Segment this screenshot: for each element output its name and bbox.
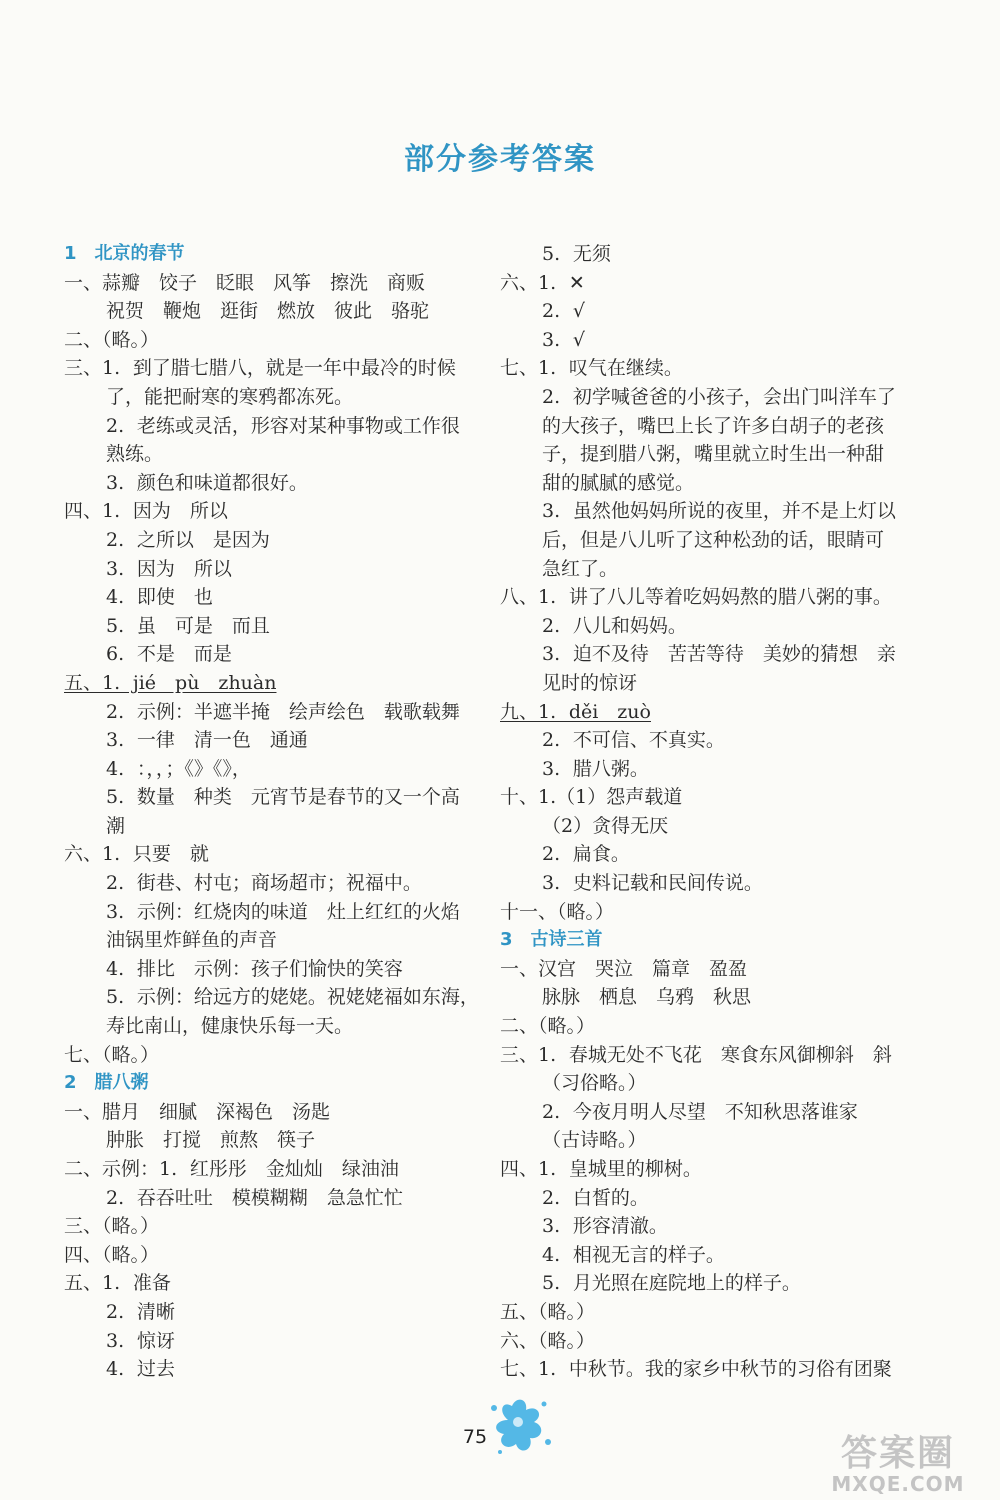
answer-line: 3. 史料记载和民间传说。 bbox=[542, 872, 763, 895]
answer-line: 3. 因为 所以 bbox=[106, 557, 232, 580]
answer-line: 熟练。 bbox=[106, 443, 164, 466]
answer-line: 3. 一律 清一色 通通 bbox=[106, 729, 308, 752]
answer-line: 四、1. 因为 所以 bbox=[64, 500, 228, 523]
answer-line: 潮 bbox=[106, 814, 126, 837]
answer-line: 见时的惊讶 bbox=[542, 671, 638, 694]
answer-line: 4. 即使 也 bbox=[106, 586, 213, 609]
answer-line: 5. 月光照在庭院地上的样子。 bbox=[542, 1272, 801, 1295]
answer-line: 2. 清晰 bbox=[106, 1300, 175, 1323]
answer-line: 七、1. 中秋节。我的家乡中秋节的习俗有团聚 bbox=[500, 1358, 892, 1381]
answer-column-right bbox=[500, 240, 910, 1384]
answer-line: 3. 迫不及待 苦苦等待 美妙的猜想 亲 bbox=[542, 643, 896, 666]
answer-line: 四、（略。） bbox=[64, 1243, 160, 1266]
answer-line: 七、（略。） bbox=[64, 1043, 160, 1066]
answer-line: 一、汉宫 哭泣 篇章 盈盈 bbox=[500, 957, 748, 980]
answer-line: 脉脉 栖息 乌鸦 秋思 bbox=[542, 986, 752, 1009]
answer-line: （古诗略。） bbox=[542, 1129, 647, 1152]
answer-line: 四、1. 皇城里的柳树。 bbox=[500, 1158, 702, 1180]
answer-line: 2. 之所以 是因为 bbox=[106, 528, 270, 551]
answer-line: 2. 白皙的。 bbox=[542, 1186, 649, 1209]
answer-line: 十一、（略。） bbox=[500, 900, 615, 923]
answer-line: 油锅里炸鲜鱼的声音 bbox=[106, 929, 278, 952]
answer-line: 祝贺 鞭炮 逛街 燃放 彼此 骆驼 bbox=[106, 300, 430, 323]
answer-line: 3. 虽然他妈妈所说的夜里，并不是上灯以 bbox=[542, 500, 896, 523]
answer-line: 肿胀 打搅 煎熬 筷子 bbox=[106, 1129, 316, 1152]
answer-line: 五、（略。） bbox=[500, 1300, 596, 1323]
watermark-logo: 答案圈 bbox=[840, 1433, 955, 1474]
answer-line: 2. 今夜月明人尽望 不知秋思落谁家 bbox=[542, 1100, 858, 1123]
answer-line: 5. 虽 可是 而且 bbox=[106, 614, 270, 637]
answer-line: 2. 示例：半遮半掩 绘声绘色 载歌载舞 bbox=[106, 700, 460, 723]
page-title: 部分参考答案 bbox=[404, 142, 596, 177]
answer-line: 3. 形容清澈。 bbox=[542, 1215, 668, 1238]
answer-line: 十、1.（1）怨声载道 bbox=[500, 786, 683, 809]
answer-line: 2. 扁食。 bbox=[542, 843, 630, 866]
answer-line: 五、1. 准备 bbox=[64, 1272, 171, 1295]
answer-line: 二、（略。） bbox=[64, 328, 160, 351]
answer-line: 5. 示例：给远方的姥姥。祝姥姥福如东海， bbox=[106, 986, 479, 1009]
answer-line: 2. 老练或灵活，形容对某种事物或工作很 bbox=[106, 414, 460, 437]
answer-line: 3. 示例：红烧肉的味道 灶上红红的火焰 bbox=[106, 900, 460, 923]
answer-line: 二、（略。） bbox=[500, 1015, 596, 1038]
answer-line: 的大孩子，嘴巴上长了许多白胡子的老孩 bbox=[542, 414, 885, 437]
answer-line: 2. √ bbox=[542, 300, 585, 323]
answer-line: 后，但是八儿听了这种松劲的话，眼睛可 bbox=[542, 528, 885, 551]
answer-line: 五、1. jié pù zhuàn bbox=[64, 671, 277, 694]
answer-line: 六、1. 只要 就 bbox=[64, 843, 209, 866]
answer-line: 4. ：，，；《》《》， bbox=[106, 757, 251, 780]
answer-line: 一、腊月 细腻 深褐色 汤匙 bbox=[64, 1100, 331, 1123]
watermark-url: MXQE.COM bbox=[831, 1472, 965, 1496]
answer-line: 2. 不可信、不真实。 bbox=[542, 729, 725, 752]
answer-line: 4. 排比 示例：孩子们愉快的笑容 bbox=[106, 957, 403, 980]
answer-line: 了，能把耐寒的寒鸦都冻死。 bbox=[106, 385, 354, 408]
answer-line: 3. 腊八粥。 bbox=[542, 757, 649, 780]
answer-line: 一、蒜瓣 饺子 眨眼 风筝 擦洗 商贩 bbox=[64, 271, 426, 294]
answer-line: 三、1. 到了腊七腊八，就是一年中最冷的时候 bbox=[64, 357, 456, 380]
answer-line: （习俗略。） bbox=[542, 1072, 647, 1095]
answer-line: 九、1. děi zuò bbox=[500, 700, 651, 723]
page-number: 75 bbox=[462, 1426, 488, 1448]
answer-line: 2. 八儿和妈妈。 bbox=[542, 614, 687, 637]
watermark bbox=[808, 1425, 988, 1496]
answer-line: 七、1. 叹气在继续。 bbox=[500, 357, 683, 380]
answer-line: 子，提到腊八粥，嘴里就立时生出一种甜 bbox=[542, 443, 885, 466]
answer-line: 寿比南山，健康快乐每一天。 bbox=[106, 1015, 354, 1038]
answer-line: 甜的腻腻的感觉。 bbox=[542, 471, 695, 494]
answer-line: 6. 不是 而是 bbox=[106, 643, 232, 666]
answer-line: 六、（略。） bbox=[500, 1329, 596, 1352]
answer-line: 3. √ bbox=[542, 328, 585, 351]
answer-line: 4. 相视无言的样子。 bbox=[542, 1243, 725, 1266]
answer-line: 2. 吞吞吐吐 模模糊糊 急急忙忙 bbox=[106, 1186, 403, 1209]
answer-column-left bbox=[64, 240, 479, 1384]
answer-line: 5. 无须 bbox=[542, 243, 611, 265]
answer-line: （2）贪得无厌 bbox=[542, 814, 669, 837]
answer-line: 八、1. 讲了八儿等着吃妈妈熬的腊八粥的事。 bbox=[500, 586, 892, 609]
answer-line: 2. 街巷、村屯；商场超市；祝福中。 bbox=[106, 872, 422, 895]
answer-line: 六、1. ✕ bbox=[500, 271, 585, 294]
answer-line: 3. 颜色和味道都很好。 bbox=[106, 471, 308, 494]
section-heading: 3 古诗三首 bbox=[500, 929, 603, 951]
section-heading: 1 北京的春节 bbox=[64, 243, 185, 264]
answer-line: 4. 过去 bbox=[106, 1358, 175, 1381]
answer-line: 5. 数量 种类 元宵节是春节的又一个高 bbox=[106, 786, 460, 809]
answer-line: 三、1. 春城无处不飞花 寒食东风御柳斜 斜 bbox=[500, 1043, 892, 1066]
answer-line: 二、示例：1. 红彤彤 金灿灿 绿油油 bbox=[64, 1158, 399, 1180]
answer-line: 急红了。 bbox=[542, 557, 619, 580]
section-heading: 2 腊八粥 bbox=[64, 1072, 149, 1094]
answer-line: 三、（略。） bbox=[64, 1215, 160, 1238]
answer-line: 2. 初学喊爸爸的小孩子，会出门叫洋车了 bbox=[542, 385, 896, 408]
answer-line: 3. 惊讶 bbox=[106, 1329, 175, 1352]
